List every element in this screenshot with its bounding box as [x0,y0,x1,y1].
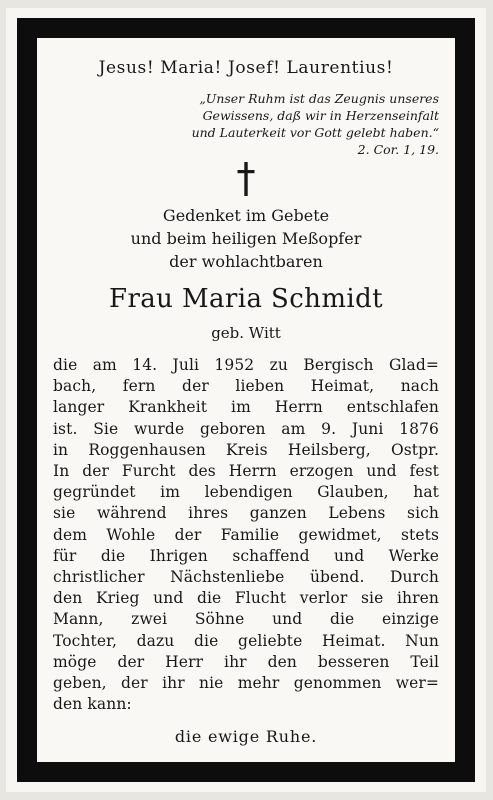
quote-citation: 2. Cor. 1, 19. [357,142,439,157]
biography-line: Tochter, dazu die geliebte Heimat. Nun [53,631,439,650]
intro-line-2: und beim heiligen Meßopfer [130,229,362,248]
quote-line-2: Gewissens, daß wir in Herzenseinfalt [202,108,439,123]
biography-line: den kann: [53,695,132,714]
biography-line: christlicher Nächstenliebe übend. Durch [53,568,439,586]
biography-line: ist. Sie wurde geboren am 9. Juni 1876 [53,419,439,438]
biography-line: Mann, zwei Söhne und die einzige [53,610,439,629]
closing-line: die ewige Ruhe. [174,727,318,746]
biography-line: in Roggenhausen Kreis Heilsberg, Ostpr. [53,440,439,459]
maiden-name: geb. Witt [211,324,281,342]
biography-line: gegründet im lebendigen Glauben, hat [53,483,439,502]
headline-invocation: Jesus! Maria! Josef! Laurentius! [98,58,394,78]
biography-line: die am 14. Juli 1952 zu Bergisch Glad= [53,356,439,374]
biography-line: für die Ihrigen schaffend und Werke [53,546,439,565]
biography-line: sie während ihres ganzen Lebens sich [53,504,439,523]
biography-line: geben, der ihr nie mehr genommen wer= [53,674,439,692]
biography-line: möge der Herr ihr den besseren Teil [53,652,439,671]
biography-line: den Krieg und die Flucht verlor sie ihren [53,589,439,608]
cross-icon [236,162,256,196]
card-content-area [37,38,455,762]
intro-line-3: der wohlachtbaren [169,252,323,271]
memorial-card [6,8,486,792]
quote-line-3: und Lauterkeit vor Gott gelebt haben.“ [191,125,439,140]
biography-line: bach, fern der lieben Heimat, nach [53,377,439,396]
biography-line: In der Furcht des Herrn erzogen und fest [53,462,439,480]
black-mourning-border [17,18,475,782]
intro-line-1: Gedenket im Gebete [162,206,330,225]
biography-line: dem Wohle der Familie gewidmet, stets [53,525,439,544]
deceased-name: Frau Maria Schmidt [109,284,383,314]
quote-line-1: „Unser Ruhm ist das Zeugnis unseres [199,91,439,106]
biography-line: langer Krankheit im Herrn entschlafen [53,398,439,417]
